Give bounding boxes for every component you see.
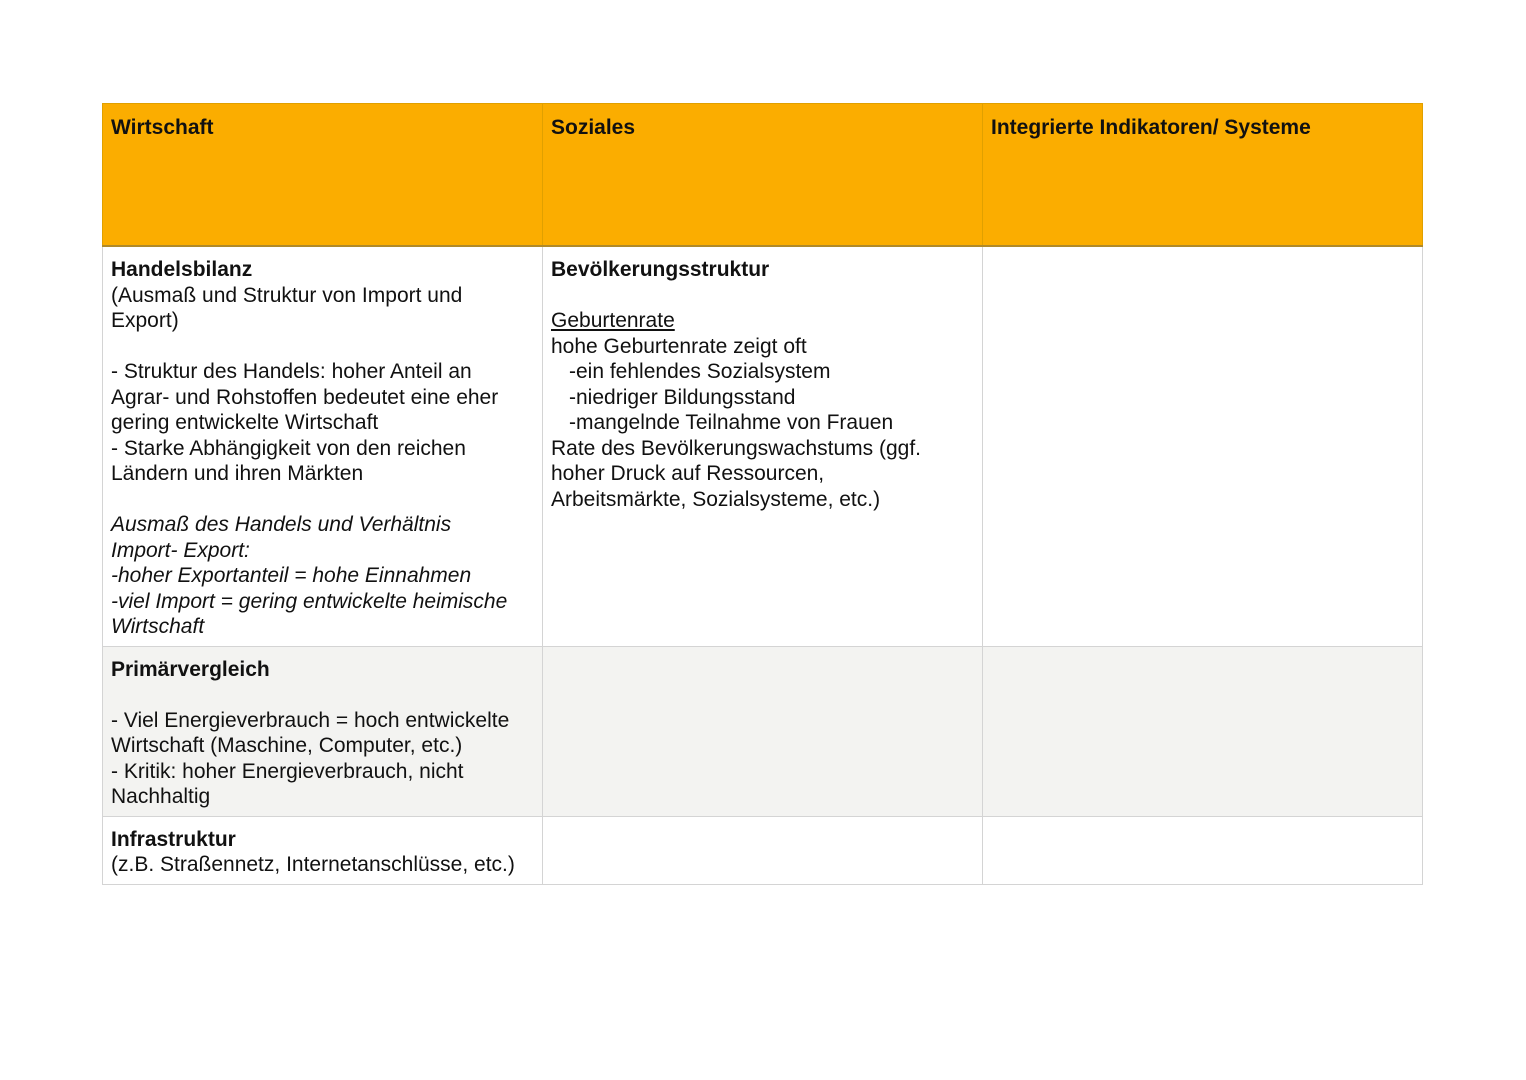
spacer (111, 487, 534, 513)
underlined-heading: Geburtenrate (551, 309, 675, 332)
italic-line: -hoher Exportanteil = hohe Einnahmen (111, 564, 472, 587)
header-soziales: Soziales (543, 104, 983, 247)
text-line: hoher Druck auf Ressourcen, (551, 462, 825, 485)
cell-handelsbilanz (103, 246, 543, 646)
table-row (103, 646, 1423, 816)
table-row (103, 246, 1423, 646)
cell-empty (543, 816, 983, 884)
italic-line: -viel Import = gering entwickelte heimische (111, 589, 508, 613)
header-wirtschaft: Wirtschaft (103, 104, 543, 247)
header-row (103, 104, 1423, 247)
table-row (103, 816, 1423, 884)
text-line: Arbeitsmärkte, Sozialsysteme, etc.) (551, 487, 881, 511)
italic-line: Wirtschaft (111, 615, 205, 638)
cell-empty (983, 246, 1423, 646)
cell-empty (983, 816, 1423, 884)
cell-empty (543, 646, 983, 816)
text-line: (Ausmaß und Struktur von Import und (111, 283, 463, 307)
cell-title: Primärvergleich (111, 657, 270, 681)
text-line: hohe Geburtenrate zeigt oft (551, 334, 807, 358)
text-line: Wirtschaft (Maschine, Computer, etc.) (111, 734, 463, 757)
cell-infrastruktur (103, 816, 543, 884)
text-line: Nachhaltig (111, 785, 211, 808)
spacer (551, 283, 974, 309)
cell-bevoelkerungsstruktur (543, 246, 983, 646)
italic-line: Ausmaß des Handels und Verhältnis (111, 513, 452, 536)
cell-title: Handelsbilanz (111, 258, 253, 281)
text-line: (z.B. Straßennetz, Internetanschlüsse, etc.) (111, 853, 515, 876)
cell-primaervergleich (103, 646, 543, 816)
spacer (111, 682, 534, 708)
header-integrierte-indikatoren: Integrierte Indikatoren/ Systeme (983, 104, 1423, 247)
text-line: Agrar- und Rohstoffen bedeutet eine eher (111, 385, 499, 409)
indented-line: -niedriger Bildungsstand (569, 385, 796, 409)
cell-title: Infrastruktur (111, 827, 236, 851)
cell-empty (983, 646, 1423, 816)
italic-line: Import- Export: (111, 538, 250, 562)
text-line: gering entwickelte Wirtschaft (111, 411, 379, 434)
text-line: - Starke Abhängigkeit von den reichen (111, 436, 466, 460)
text-line: - Struktur des Handels: hoher Anteil an (111, 360, 472, 383)
text-line: Rate des Bevölkerungswachstums (ggf. (551, 436, 922, 460)
indented-line: -ein fehlendes Sozialsystem (569, 360, 831, 383)
text-line: - Viel Energieverbrauch = hoch entwickelte (111, 708, 510, 732)
text-line: - Kritik: hoher Energieverbrauch, nicht (111, 759, 464, 783)
text-line: Ländern und ihren Märkten (111, 462, 364, 485)
cell-title: Bevölkerungsstruktur (551, 258, 770, 281)
spacer (111, 334, 534, 360)
indicator-table (102, 103, 1423, 885)
text-line: Export) (111, 309, 179, 332)
indented-line: -mangelnde Teilnahme von Frauen (569, 411, 894, 434)
